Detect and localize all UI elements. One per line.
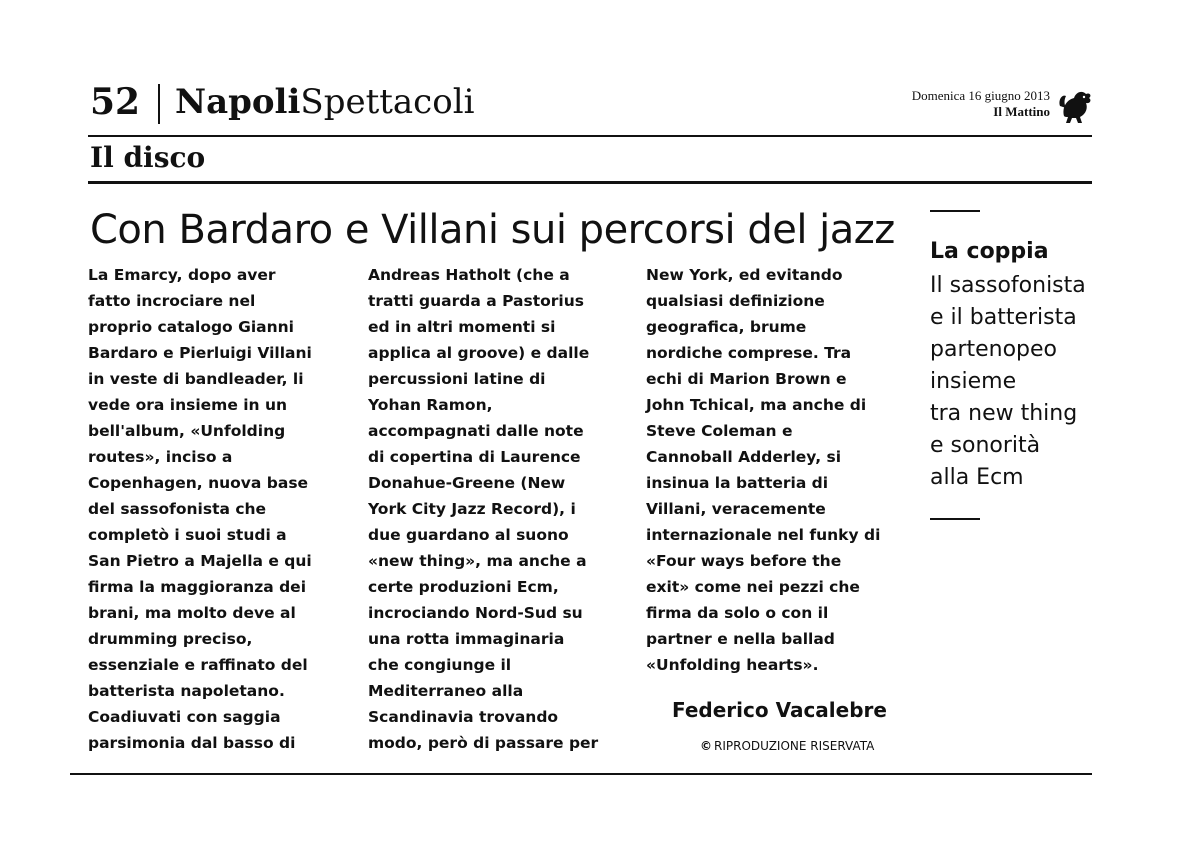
text-line: brani, ma molto deve al [88,604,296,622]
text-line: nordiche comprese. Tra [646,344,852,362]
text-line: firma la maggioranza dei [88,578,307,596]
text-line: New York, ed evitando [646,266,843,284]
text-line: modo, però di passare per [368,734,599,752]
text-line: internazionale nel funky di [646,526,881,544]
page-number: 52 [90,81,141,123]
section-title-light: Spettacoli [300,82,475,122]
article-headline: Con Bardaro e Villani sui percorsi del jazz [90,207,895,253]
text-line: «new thing», ma anche a [368,552,587,570]
text-line: York City Jazz Record), i [368,500,576,518]
bottom-rule [70,773,1092,775]
text-line: vede ora insieme in un [88,396,288,414]
text-line: fatto incrociare nel [88,292,256,310]
text-line: John Tchical, ma anche di [646,396,867,414]
sidebar-line: tra new thing [930,401,1078,426]
sidebar-line: insieme [930,369,1017,394]
copyright-notice [700,738,874,754]
text-line: qualsiasi definizione [646,292,825,310]
section-title [175,80,474,124]
text-line: firma da solo o con il [646,604,829,622]
text-line: che congiunge il [368,656,512,674]
text-line: di copertina di Laurence [368,448,581,466]
sidebar-title: La coppia [930,239,1049,264]
text-line: Scandinavia trovando [368,708,559,726]
sidebar-line: partenopeo [930,337,1058,362]
text-line: insinua la batteria di [646,474,829,492]
text-line: due guardano al suono [368,526,569,544]
text-line: bell'album, «Unfolding [88,422,286,440]
kicker: Il disco [90,141,206,174]
text-line: parsimonia dal basso di [88,734,296,752]
text-line: partner e nella ballad [646,630,835,648]
text-line: exit» come nei pezzi che [646,578,860,596]
text-line: Villani, veracemente [646,500,826,518]
text-line: percussioni latine di [368,370,546,388]
text-line: ed in altri momenti si [368,318,556,336]
text-line: Cannoball Adderley, si [646,448,842,466]
text-line: batterista napoletano. [88,682,285,700]
article-column-1 [88,262,318,756]
text-line: del sassofonista che [88,500,267,518]
text-line: «Unfolding hearts». [646,656,819,674]
issue-date: Domenica 16 giugno 2013 [911,88,1050,103]
copyright-symbol: © [700,739,712,753]
text-line: accompagnati dalle note [368,422,584,440]
text-line: certe produzioni Ecm, [368,578,559,596]
text-line: routes», inciso a [88,448,233,466]
text-line: in veste di bandleader, li [88,370,304,388]
text-line: San Pietro a Majella e qui [88,552,312,570]
header-rule [88,135,1092,137]
text-line: echi di Marion Brown e [646,370,847,388]
text-line: Steve Coleman e [646,422,793,440]
rooster-logo-icon [1056,86,1096,126]
text-line: essenziale e raffinato del [88,656,308,674]
text-line: Bardaro e Pierluigi Villani [88,344,312,362]
article-column-2 [368,262,598,756]
text-line: «Four ways before the [646,552,842,570]
text-line: drumming preciso, [88,630,253,648]
sidebar-text [930,270,1094,494]
sidebar-line: e sonorità [930,433,1041,458]
text-line: una rotta immaginaria [368,630,565,648]
sidebar-rule-bottom [930,518,980,520]
text-line: proprio catalogo Gianni [88,318,294,336]
newspaper-name: Il Mattino [993,104,1050,119]
text-line: Mediterraneo alla [368,682,524,700]
section-title-bold: Napoli [175,82,301,122]
text-line: Donahue-Greene (New [368,474,566,492]
copyright-text: RIPRODUZIONE RISERVATA [714,739,875,753]
header-divider [158,84,160,124]
text-line: Copenhagen, nuova base [88,474,309,492]
sidebar-line: Il sassofonista [930,273,1086,298]
sidebar-line: e il batterista [930,305,1077,330]
text-line: Andreas Hatholt (che a [368,266,570,284]
text-line: Coadiuvati con saggia [88,708,281,726]
text-line: geografica, brume [646,318,807,336]
kicker-rule [88,181,1092,184]
text-line: incrociando Nord-Sud su [368,604,583,622]
text-line: tratti guarda a Pastorius [368,292,584,310]
text-line: completò i suoi studi a [88,526,287,544]
byline: Federico Vacalebre [672,698,887,722]
sidebar-line: alla Ecm [930,465,1024,490]
text-line: Yohan Ramon, [368,396,493,414]
text-line: La Emarcy, dopo aver [88,266,276,284]
article-column-3 [646,262,881,678]
sidebar-rule-top [930,210,980,212]
text-line: applica al groove) e dalle [368,344,590,362]
